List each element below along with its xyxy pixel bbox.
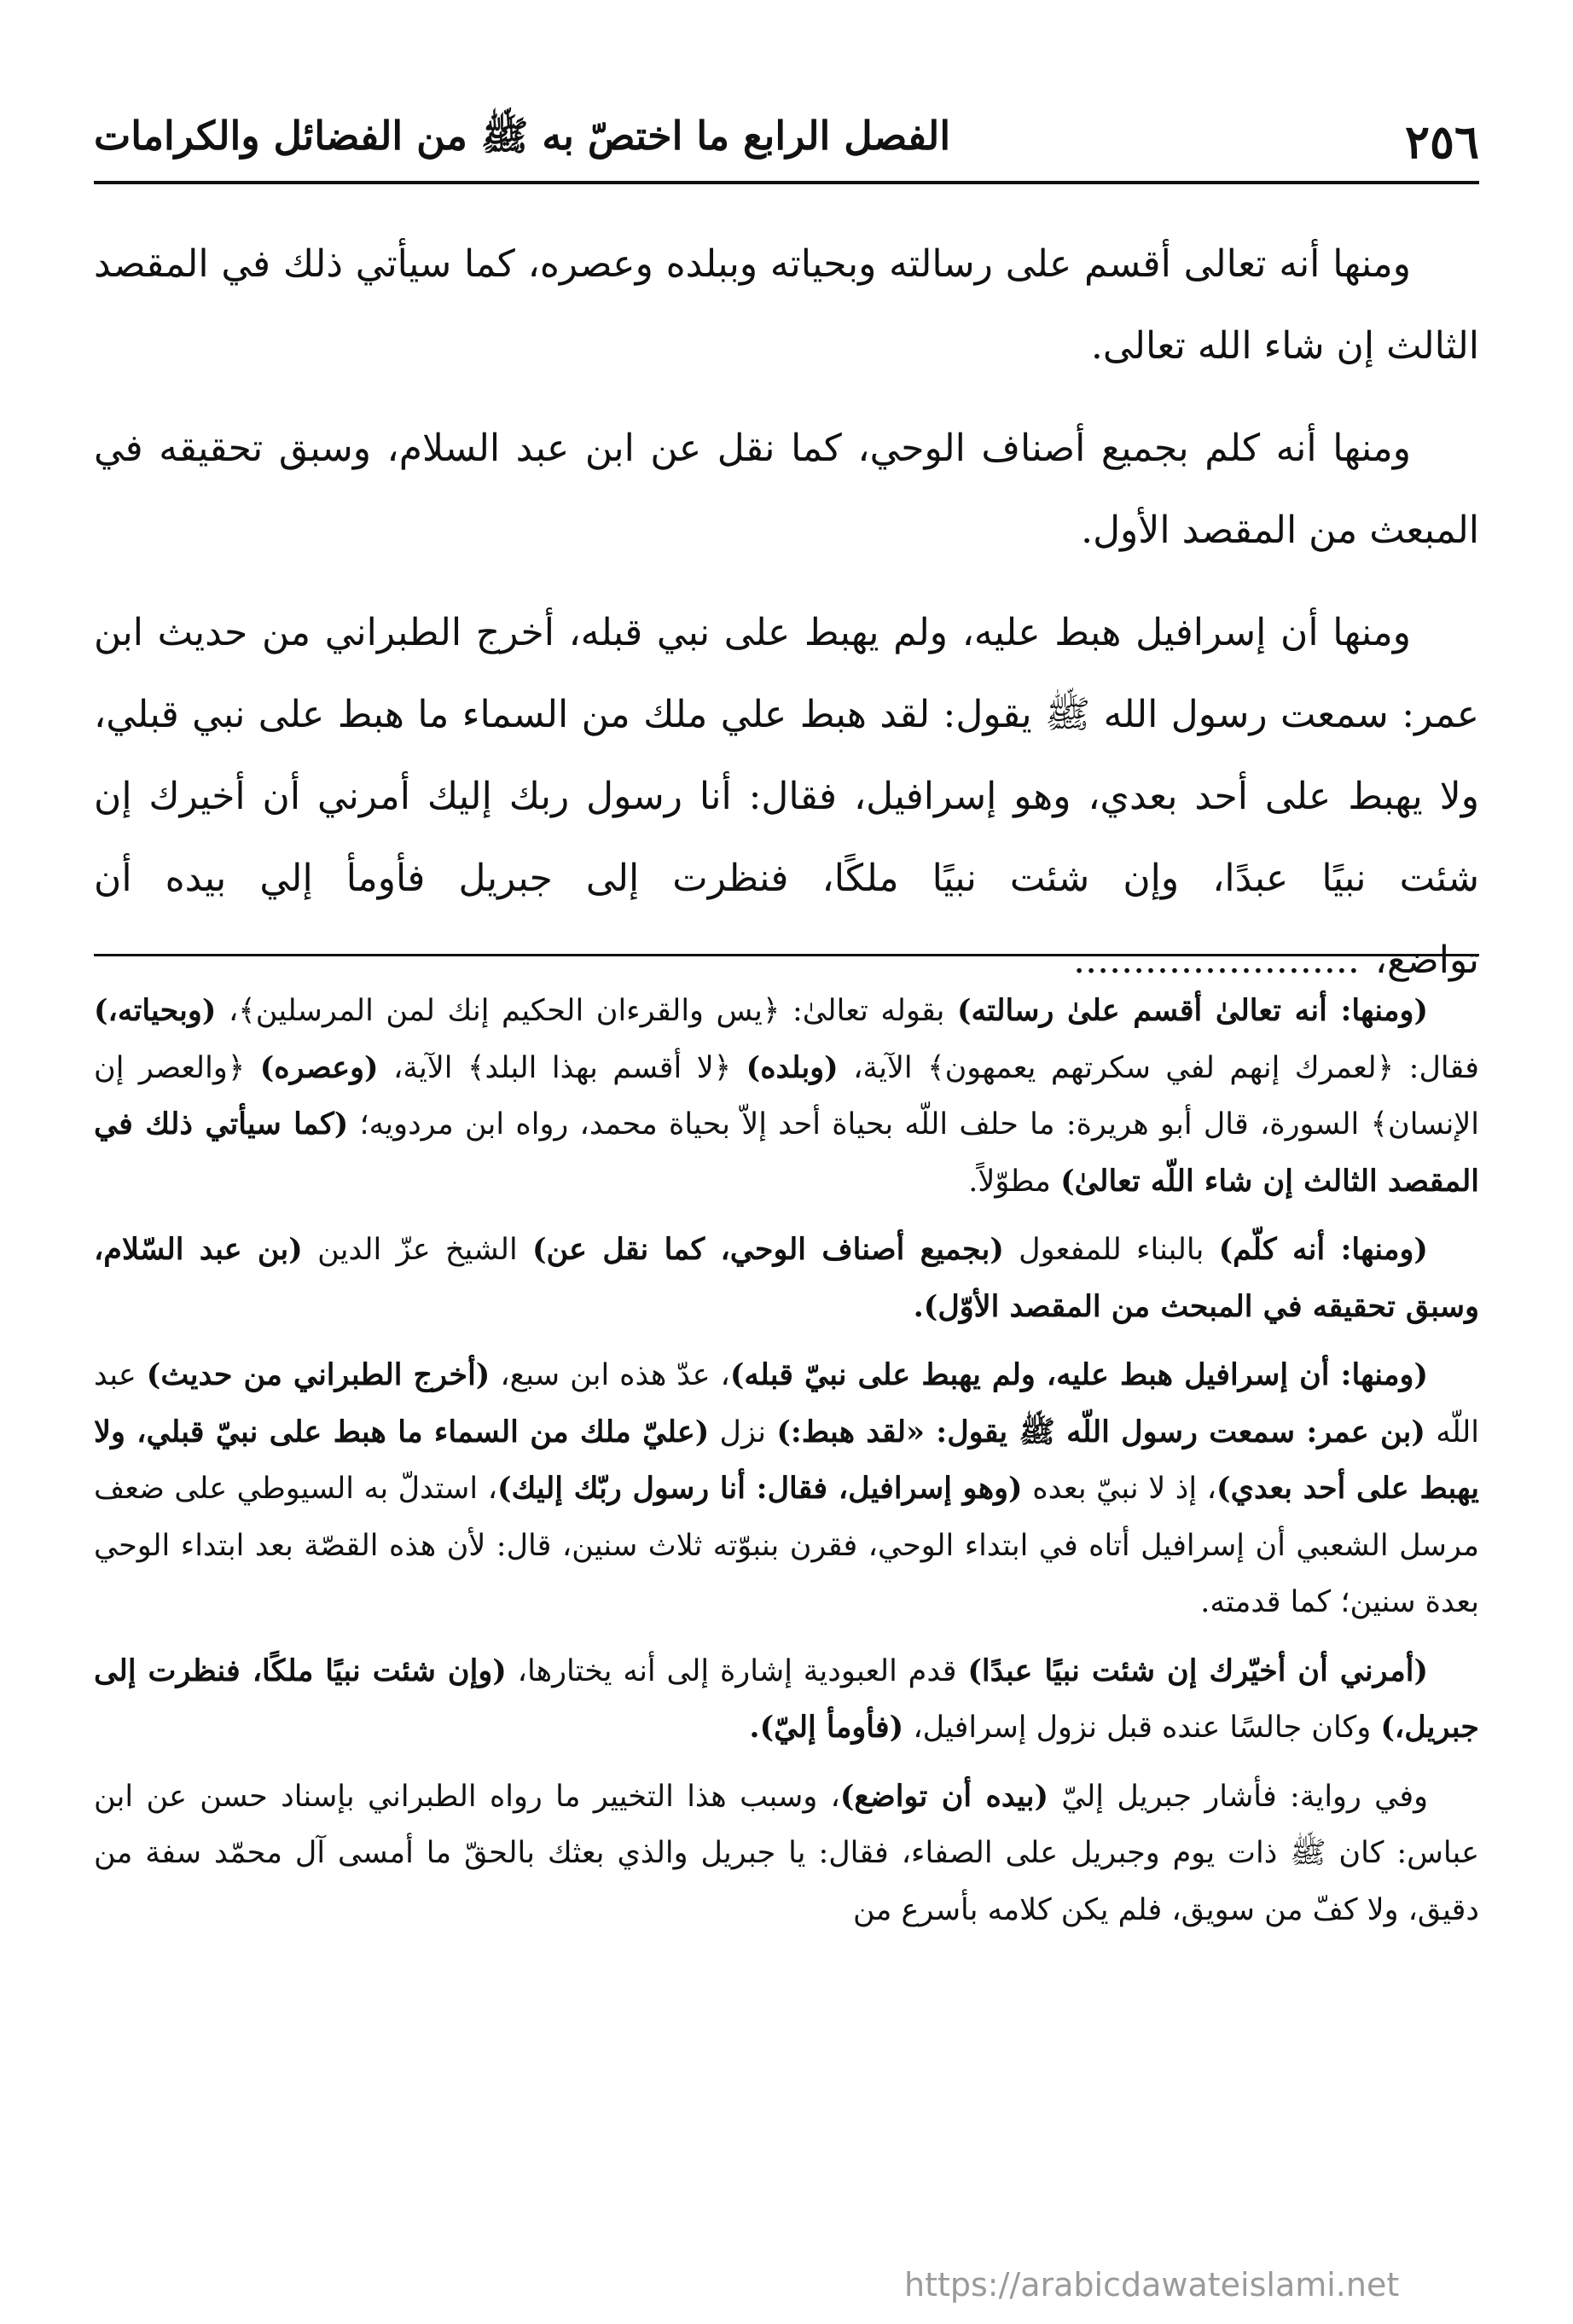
explanation-text: ﴿والعصر إن الإنسان﴾ السورة، قال أبو هريرة: ما حلف اللّه بحياة أحد إلاّ بحياة محمد، رواه ابن مردويه؛ <box>94 1050 1480 1142</box>
explanation-text: ، وسبب هذا التخيير ما رواه الطبراني بإسناد حسن عن ابن عباس: كان ﷺ ذات يوم وجبريل على الصفاء، فقال: يا جبريل والذي بعثك بالحقّ ما أمسى آل محمّد سفة من دقيق، ولا كفّ من سويق، فلم يكن كلامه بأسرع من <box>94 1779 1479 1927</box>
explanation-text: ، عدّ هذه ابن سبع، <box>490 1358 730 1392</box>
quoted-text: (وبلده) <box>746 1049 839 1085</box>
quoted-text: (أمرني أن أخيّرك إن شئت نبيًا عبدًا) <box>967 1653 1429 1688</box>
main-paragraph: ومنها أنه تعالى أقسم على رسالته وبحياته وببلده وعصره، كما سيأتي ذلك في المقصد الثالث إن شاء الله تعالى. <box>94 242 1479 368</box>
commentary-paragraph <box>94 1222 1479 1335</box>
quoted-text: (بيده أن تواضع) <box>839 1778 1049 1814</box>
quoted-text: (كما سيأتي ذلك في المقصد الثالث إن شاء اللّه تعالىٰ) <box>94 1107 1479 1199</box>
explanation-text: مطوّلاً. <box>968 1164 1061 1199</box>
quoted-text: (ومنها: أنه تعالىٰ أقسم علىٰ رسالته) <box>956 993 1429 1028</box>
explanation-text: ، استدلّ به السيوطي على ضعف مرسل الشعبي أن إسرافيل أتاه في ابتداء الوحي، فقرن بنبوّته ثلاث سنين، قال: لأن هذه القصّة بعد ابتداء الوحي بعدة سنين؛ كما قدمته. <box>94 1472 1479 1619</box>
quoted-text: (وبحياته،) <box>94 993 217 1028</box>
page-number: ٢٥٦ <box>1404 114 1479 169</box>
page-header <box>94 101 1479 169</box>
commentary <box>94 983 1479 1938</box>
main-paragraph: ومنها أنه كلم بجميع أصناف الوحي، كما نقل عن ابن عبد السلام، وسبق تحقيقه في المبعث من المقصد الأول. <box>94 427 1479 552</box>
explanation-text: نزل <box>709 1415 777 1450</box>
explanation-text: ﴿لا أقسم بهذا البلد﴾ الآية، <box>378 1050 746 1085</box>
quoted-text: (ومنها: أنه كلّم) <box>1218 1232 1428 1267</box>
quoted-text: (أخرج الطبراني من حديث) <box>146 1357 490 1392</box>
quoted-text: (فأومأ إليّ). <box>749 1710 904 1745</box>
main-text <box>94 224 1479 1002</box>
quoted-text: (ومنها: أن إسرافيل هبط عليه، ولم يهبط على نبيّ قبله) <box>729 1357 1429 1392</box>
explanation-text: ، إذ لا نبيّ بعده <box>1022 1472 1217 1506</box>
quoted-text: (وهو إسرافيل، فقال: أنا رسول ربّك إليك) <box>497 1471 1023 1506</box>
quoted-text: (بن عمر: سمعت رسول اللّه ﷺ يقول: «لقد هبط:) <box>776 1414 1425 1450</box>
main-paragraph <box>94 592 1479 1002</box>
header-rule <box>94 181 1479 184</box>
explanation-text: بقوله تعالىٰ: ﴿يس والقرءان الحكيم إنك لمن المرسلين﴾، <box>216 994 957 1028</box>
quoted-text: (بجميع أصناف الوحي، كما نقل عن) <box>531 1232 1004 1267</box>
explanation-text: وكان جالسًا عنده قبل نزول إسرافيل، <box>903 1711 1381 1745</box>
commentary-paragraph <box>94 1643 1479 1757</box>
main-paragraph-text: ومنها أن إسرافيل هبط عليه، ولم يهبط على نبي قبله، أخرج الطبراني من حديث ابن عمر: سمعت رسول الله ﷺ يقول: لقد هبط علي ملك من السماء ما هبط على نبي قبلي، ولا يهبط على أحد بعدي، وهو إسرافيل، فقال: أنا رسول ربك إليك أمرني أن أخيرك إن شئت نبيًا عبدًا، وإن شئت نبيًا ملكًا، فنظرت إلى جبريل فأومأ إلي بيده أن تواضع، <box>94 611 1479 982</box>
commentary-paragraph <box>94 1769 1479 1939</box>
text-commentary-divider <box>94 954 1479 956</box>
explanation-text: الشيخ عزّ الدين <box>302 1233 532 1267</box>
continuation-dots: ........................ <box>1073 938 1360 982</box>
commentary-paragraph <box>94 1347 1479 1631</box>
running-title: الفصل الرابع ما اختصّ به ﷺ من الفضائل والكرامات <box>94 113 951 159</box>
quoted-text: (وإن شئت نبيًا ملكًا، فنظرت إلى جبريل،) <box>94 1653 1479 1745</box>
explanation-text: فقال: ﴿لعمرك إنهم لفي سكرتهم يعمهون﴾ الآية، <box>838 1050 1479 1085</box>
explanation-text: عبد اللّه <box>94 1358 1480 1450</box>
quoted-text: (وعصره) <box>259 1049 379 1085</box>
quoted-text: (عليّ ملك من السماء ما هبط على نبيّ قبلي، ولا يهبط على أحد بعدي) <box>94 1414 1479 1506</box>
explanation-text: قدم العبودية إشارة إلى أنه يختارها، <box>506 1653 968 1688</box>
explanation-text: وفي رواية: فأشار جبريل إليّ <box>1048 1779 1428 1814</box>
quoted-text: (بن عبد السّلام، وسبق تحقيقه في المبحث من المقصد الأوّل). <box>94 1232 1479 1324</box>
watermark-url: https://arabicdawateislami.net <box>904 2266 1400 2304</box>
commentary-paragraph <box>94 983 1479 1210</box>
explanation-text: بالبناء للمفعول <box>1003 1233 1219 1267</box>
